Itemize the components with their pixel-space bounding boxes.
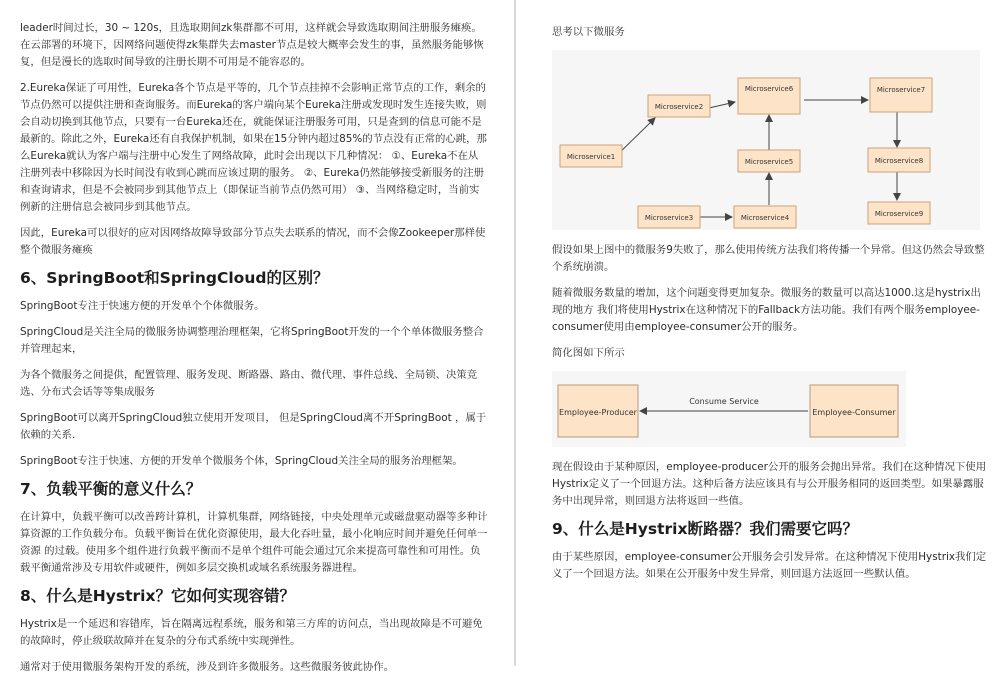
node-microservice6-label: Microservice6 xyxy=(744,85,794,93)
paragraph-springboot-focus: SpringBoot专注于快速方便的开发单个个体微服务。 xyxy=(20,300,265,312)
paragraph-dependency: SpringBoot可以离开SpringCloud独立使用开发项目， 但是SpringCloud离不开SpringBoot ，属于依赖的关系. xyxy=(20,412,487,441)
node-microservice7 xyxy=(870,78,932,112)
paragraph-simplified: 简化图如下所示 xyxy=(552,347,625,359)
node-microservice7-label: Microservice7 xyxy=(876,86,926,94)
consumer-producer-diagram xyxy=(552,371,906,447)
paragraph-eureka-availability: 2.Eureka保证了可用性，Eureka各个节点是平等的，几个节点挂掉不会影响正常节点的工作，剩余的节点仍然可以提供注册和查询服务。而Eureka的客户端向某个Eureka注册或发现时发生连接失败，则会自动切换到其他节点，只要有一台Eureka还在，就能保证注册服务可用，只是查到的信息可能不是最新的。除此之外，Eureka还有自我保护机制，如果在15分钟内超过85%的节点没有正常的心跳，那么Eureka就认为客户端与注册中心发生了网络故障，此时会出现以下几种情况： ①、Eureka不在从注册列表中移除因为长时间没有收到心跳而应该过期的服务。 ②、Eureka仍然能够接受新服务的注册和查询请求，但是不会被同步到其他节点上（即保证当前节点仍然可用） ③、当网络稳定时，当前实例新的注册信息会被同步到其他节点。 xyxy=(20,82,487,213)
paragraph-failure: 假设如果上图中的微服务9失败了，那么使用传统方法我们将传播一个异常。但这仍然会导致整个系统崩溃。 xyxy=(552,244,985,273)
paragraph-consider: 思考以下微服务 xyxy=(552,26,625,38)
node-microservice2-label: Microservice2 xyxy=(654,103,704,111)
node-employee-consumer-label: Employee-Consumer xyxy=(812,408,896,417)
node-microservice3-label: Microservice3 xyxy=(644,214,694,222)
paragraph-fallback: 随着微服务数量的增加，这个问题变得更加复杂。微服务的数量可以高达1000.这是hystrix出现的地方 我们将使用Hystrix在这种情况下的Fallback方法功能。我们有两个服务employee-consumer使用由employee-consumer公开的服务。 xyxy=(552,287,981,333)
paragraph-eureka-conclusion: 因此，Eureka可以很好的应对因网络故障导致部分节点失去联系的情况，而不会像Zookeeper那样使整个微服务瘫痪 xyxy=(20,227,486,256)
heading-circuit-breaker: 9、什么是Hystrix断路器？我们需要它吗？ xyxy=(552,520,858,538)
node-employee-producer-label: Employee-Producer xyxy=(559,408,637,417)
node-microservice6 xyxy=(738,78,800,114)
edge-2-6 xyxy=(709,102,735,108)
node-microservice8-label: Microservice8 xyxy=(874,157,924,165)
paragraph-load-balancing: 在计算中，负载平衡可以改善跨计算机，计算机集群，网络链接，中央处理单元或磁盘驱动器等多种计算资源的工作负载分布。负载平衡旨在优化资源使用，最大化吞吐量，最小化响应时间并避免任何单一资源 的过载。使用多个组件进行负载平衡而不是单个组件可能会通过冗余来提高可靠性和可用性。负载平衡通常涉及专用软件或硬件，例如多层交换机或域名系统服务器进程。 xyxy=(20,511,488,574)
paragraph-springcloud-services: 为各个微服务之间提供，配置管理、服务发现、断路器、路由、微代理、事件总线、全局锁、决策竞选、分布式会话等等集成服务 xyxy=(20,369,478,398)
microservices-diagram xyxy=(552,50,980,230)
node-microservice1-label: Microservice1 xyxy=(566,153,616,161)
paragraph-zk-leader: leader时间过长，30 ~ 120s，且选取期间zk集群都不可用，这样就会导致选取期间注册服务瘫痪。在云部署的环境下，因网络问题使得zk集群失去master节点是较大概率会发生的事，虽然服务能够恢复，但是漫长的选取时间导致的注册长期不可用是不能容忍的。 xyxy=(20,22,484,68)
right-page xyxy=(532,0,998,666)
page-divider xyxy=(514,0,516,666)
paragraph-summary: SpringBoot专注于快速、方便的开发单个微服务个体，SpringCloud关注全局的服务治理框架。 xyxy=(20,455,463,467)
edge-consume-service-label: Consume Service xyxy=(689,397,759,406)
heading-load-balancing: 7、负载平衡的意义什么？ xyxy=(20,480,202,498)
paragraph-hystrix-definition: Hystrix是一个延迟和容错库，旨在隔离远程系统，服务和第三方库的访问点，当出现故障是不可避免的故障时，停止级联故障并在复杂的分布式系统中实现弹性。 xyxy=(20,618,483,647)
heading-springboot-vs-springcloud: 6、SpringBoot和SpringCloud的区别？ xyxy=(20,269,329,287)
node-microservice5-label: Microservice5 xyxy=(744,158,794,166)
node-microservice4-label: Microservice4 xyxy=(740,214,790,222)
paragraph-springcloud-focus: SpringCloud是关注全局的微服务协调整理治理框架，它将SpringBoot开发的一个个单体微服务整合并管理起来， xyxy=(20,326,484,355)
consumer-producer-graph xyxy=(552,371,906,447)
heading-hystrix: 8、什么是Hystrix？它如何实现容错？ xyxy=(20,587,295,605)
paragraph-exception: 现在假设由于某种原因，employee-producer公开的服务会抛出异常。我们在这种情况下使用Hystrix定义了一个回退方法。这种后备方法应该具有与公开服务相同的返回类型。如果暴露服务中出现异常，则回退方法将返回一些值。 xyxy=(552,461,987,507)
node-microservice9-label: Microservice9 xyxy=(874,210,924,218)
paragraph-circuit-breaker: 由于某些原因，employee-consumer公开服务会引发异常。在这种情况下使用Hystrix我们定义了一个回退方法。如果在公开服务中发生异常，则回退方法返回一些默认值。 xyxy=(552,551,987,580)
microservices-graph xyxy=(552,50,980,230)
paragraph-microservices: 通常对于使用微服务架构开发的系统，涉及到许多微服务。这些微服务彼此协作。 xyxy=(20,661,395,673)
